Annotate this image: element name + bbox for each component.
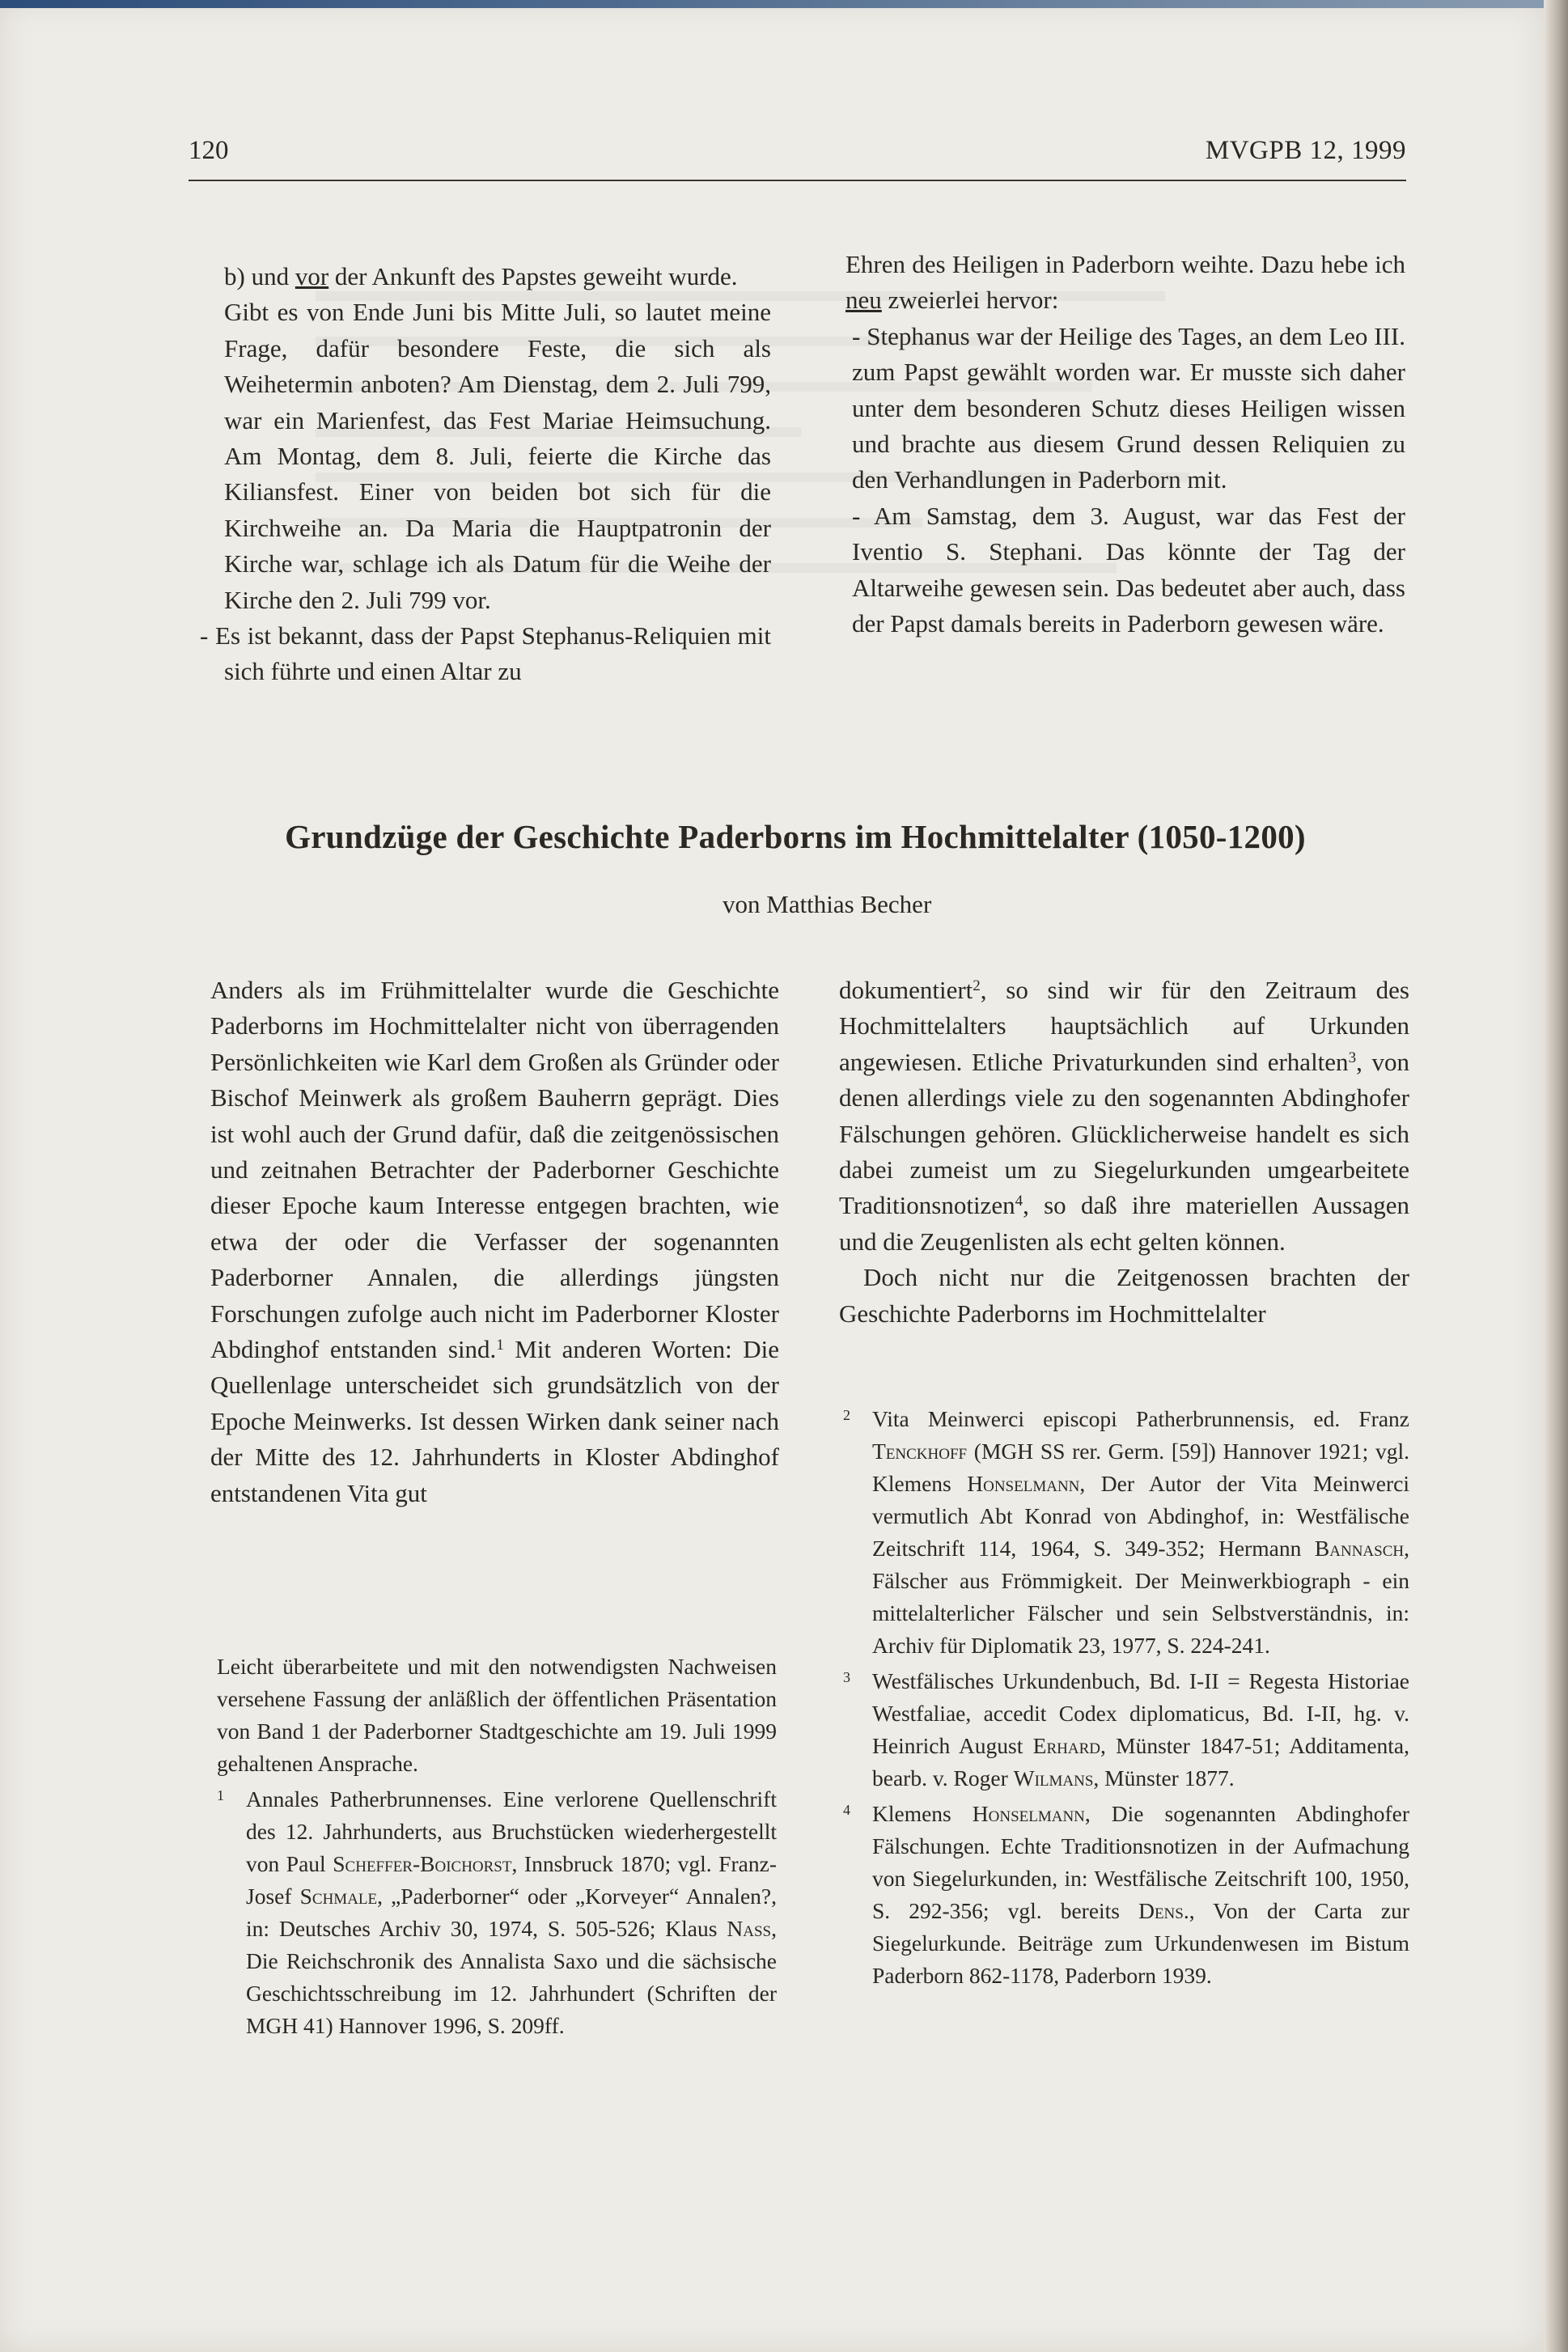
- footnote-4: 4 Klemens Honselmann, Die sogenannten Abdinghofer Fälschungen. Echte Traditionsnotizen in der Aufmachung von Siegelurkunden, in: Westfälische Zeitschrift 100, 1950, S. 292-356; vgl. bereits Dens., Von der Carta zur Siegelurkunde. Beiträge zum Urkundenwesen im Bistum Paderborn 862-1178, Paderborn 1939.: [843, 1801, 1409, 1988]
- footnotes-left: [217, 1651, 777, 2045]
- running-header: [189, 136, 1406, 181]
- article-title: Grundzüge der Geschichte Paderborns im Hochmittelalter (1050-1200): [285, 818, 1306, 855]
- footnote-2: 2 Vita Meinwerci episcopi Patherbrunnensis, ed. Franz Tenckhoff (MGH SS rer. Germ. [59]) Hannover 1921; vgl. Klemens Honselmann, Der Autor der Vita Meinwerci vermutlich Abt Konrad von Abdinghof, in: Westfälische Zeitschrift 114, 1964, S. 349-352; Hermann Bannasch, Fälscher aus Frömmigkeit. Der Meinwerkbiograph - ein mittelalterlicher Fälscher und sein Selbstverständnis, in: Archiv für Diplomatik 23, 1977, S. 224-241.: [843, 1406, 1409, 1658]
- top-edge-strip: [0, 0, 1568, 8]
- paragraph: Ehren des Heiligen in Paderborn weihte. Dazu hebe ich neu zweierlei hervor:: [845, 250, 1405, 315]
- paragraph: dokumentiert$^2$, so sind wir für den Zeitraum des Hochmittelalters hauptsächlich auf Urkunden angewiesen. Etliche Privaturkunden sind erhalten$^3$, von denen allerdings viele zu den sogenannten Abdinghofer Fälschungen gehören. Glücklicherweise handelt es sich dabei zumeist um zu Siegelurkunden umgearbeitete Traditionsnotizen$^4$, so daß ihre materiellen Aussagen und die Zeugenlisten als echt gelten können.: [839, 976, 1410, 1256]
- footnote-1: 1 Annales Patherbrunnenses. Eine verlorene Quellenschrift des 12. Jahrhunderts, aus Bruchstücken wiederhergestellt von Paul Scheffer-Boichorst, Innsbruck 1870; vgl. Franz-Josef Schmale, „Paderborner“ oder „Korveyer“ Annalen?, in: Deutsches Archiv 30, 1974, S. 505-526; Klaus Nass, Die Reichschronik des Annalista Saxo und die sächsische Geschichtsschreibung im 12. Jahrhundert (Schriften der MGH 41) Hannover 1996, S. 209ff.: [217, 1786, 777, 2038]
- paragraph: b) und vor der Ankunft des Papstes geweiht wurde.: [224, 262, 738, 290]
- page-number: 120: [189, 136, 229, 165]
- footnote-ref[interactable]: 1: [496, 1337, 504, 1354]
- footnote-ref[interactable]: 2: [973, 977, 981, 994]
- paragraph: Anders als im Frühmittelalter wurde die Geschichte Paderborns im Hochmittelalter nicht von überragenden Persönlichkeiten wie Karl dem Großen als Gründer oder Bischof Meinwerk als großem Bauherrn geprägt. Dies ist wohl auch der Grund dafür, daß die zeitgenössischen und zeitnahen Betrachter der Paderborner Geschichte dieser Epoche kaum Interesse entgegen brachten, wie etwa der oder die Verfasser der sogenannten Paderborner Annalen, die allerdings jüngsten Forschungen zufolge auch nicht im Paderborner Kloster Abdinghof entstanden sind.$^1$ Mit anderen Worten: Die Quellenlage unterscheidet sich grundsätzlich von der Epoche Meinwerks. Ist dessen Wirken dank seiner nach der Mitte des 12. Jahrhunderts in Kloster Abdinghof entstandenen Vita gut: [210, 976, 779, 1507]
- footnotes-right: [843, 1403, 1409, 1995]
- footnote-3: 3 Westfälisches Urkundenbuch, Bd. I-II = Regesta Historiae Westfaliae, accedit Codex diplomaticus, Bd. I-II, hg. v. Heinrich August Erhard, Münster 1847-51; Additamenta, bearb. v. Roger Wilmans, Münster 1877.: [843, 1668, 1409, 1790]
- dash-list-item: - Am Samstag, dem 3. August, war das Fest der Iventio S. Stephani. Das könnte der Tag der Altarweihe gewesen sein. Das bedeutet aber auch, dass der Papst damals bereits in Paderborn gewesen wäre.: [852, 501, 1405, 638]
- upper-right-column: [845, 247, 1405, 642]
- footnote-ref[interactable]: 3: [1348, 1049, 1357, 1066]
- underlined-word: vor: [295, 262, 329, 290]
- footnote-ref[interactable]: 4: [1015, 1193, 1023, 1210]
- paragraph: Gibt es von Ende Juni bis Mitte Juli, so lautet meine Frage, dafür besondere Feste, die sich als Weihetermin anboten? Am Dienstag, dem 2. Juli 799, war ein Marienfest, das Fest Mariae Heimsuchung. Am Montag, dem 8. Juli, feierte die Kirche das Kiliansfest. Einer von beiden bot sich für die Kirchweihe an. Da Maria die Hauptpatronin der Kirche war, schlage ich als Datum für die Weihe der Kirche den 2. Juli 799 vor.: [224, 298, 771, 614]
- body-left-column: [210, 973, 779, 1511]
- dash-list-item: - Es ist bekannt, dass der Papst Stephanus-Reliquien mit sich führte und einen Altar zu: [200, 621, 771, 686]
- author-byline: von Matthias Becher: [723, 890, 932, 918]
- upper-left-column: [200, 259, 771, 690]
- journal-reference: MVGPB 12, 1999: [1205, 136, 1406, 165]
- body-right-column: [839, 973, 1409, 1332]
- paragraph: Doch nicht nur die Zeitgenossen brachten der Geschichte Paderborns im Hochmittelalter: [839, 1263, 1409, 1328]
- spine-shadow: [1544, 0, 1568, 2352]
- footnote-intro: Leicht überarbeitete und mit den notwendigsten Nachweisen versehene Fassung der anläßlich der öffentlichen Präsentation von Band 1 der Paderborner Stadtgeschichte am 19. Juli 1999 gehaltenen Ansprache.: [217, 1654, 777, 1776]
- underlined-word: neu: [845, 286, 882, 315]
- dash-list-item: - Stephanus war der Heilige des Tages, an dem Leo III. zum Papst gewählt worden war. Er musste sich daher unter dem besonderen Schutz dieses Heiligen wissen und brachte aus diesem Grund dessen Reliquien zu den Verhandlungen in Paderborn mit.: [852, 321, 1405, 494]
